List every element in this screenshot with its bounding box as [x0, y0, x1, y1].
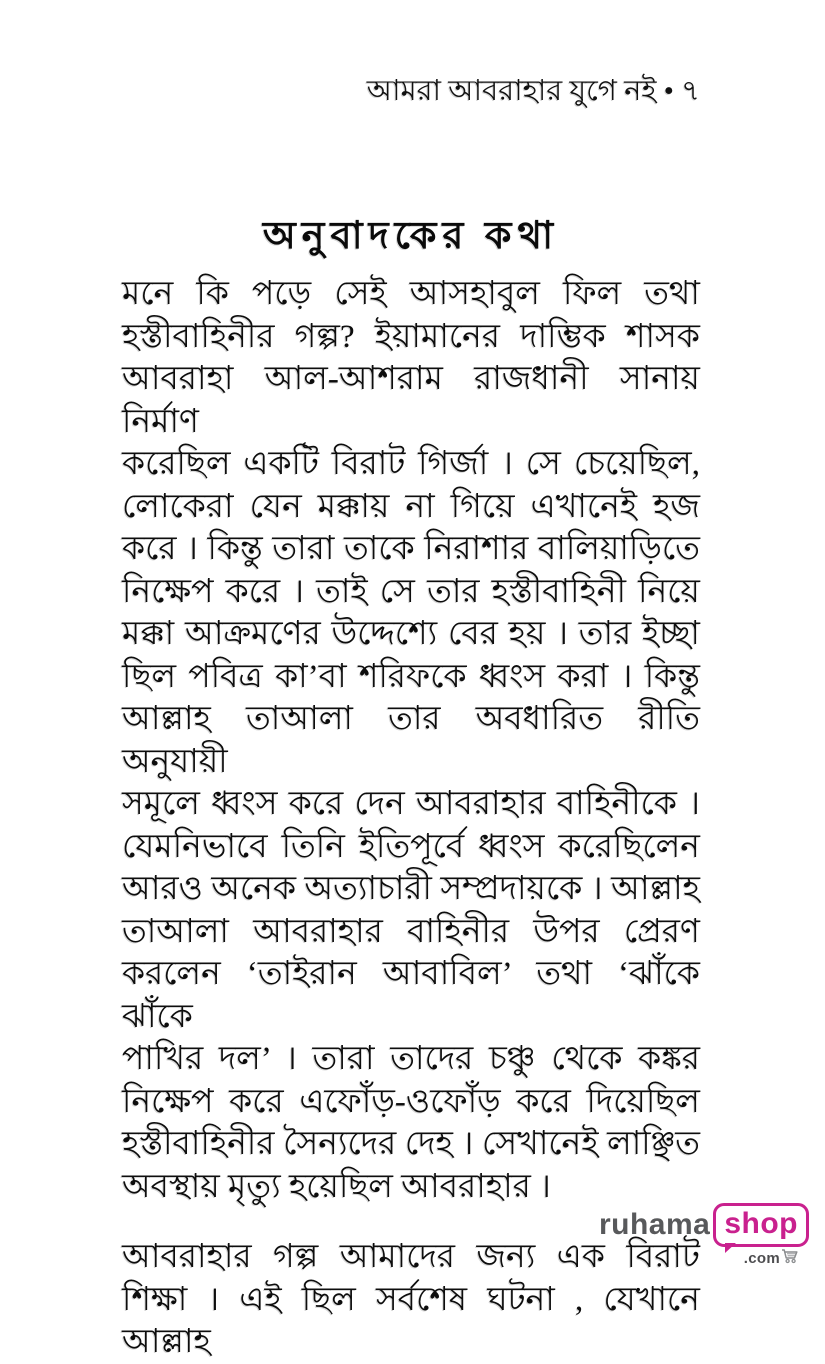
text-line: তাআলা আবরাহার বাহিনীর উপর প্রেরণ [122, 913, 700, 950]
text-line: হস্তীবাহিনীর গল্প? ইয়ামানের দাম্ভিক শাসক [122, 318, 700, 355]
text-line: আবরাহার গল্প আমাদের জন্য এক বিরাট [122, 1239, 700, 1275]
text-line: হস্তীবাহিনীর সৈন্যদের দেহ । সেখানেই লাঞ্ছিত [122, 1126, 700, 1162]
shopping-cart-icon [781, 1248, 799, 1269]
section-title: অনুবাদকের কথা [262, 215, 560, 257]
speech-bubble [713, 1203, 809, 1247]
text-line: আবরাহা আল-আশরাম রাজধানী সানায় নির্মাণ [122, 361, 700, 440]
text-line: করলেন ‘তাইরান আবাবিল’ তথা ‘ঝাঁকে ঝাঁকে [122, 956, 700, 1035]
domain-label: .com [743, 1250, 780, 1267]
text-line: করেছিল একটি বিরাট গির্জা । সে চেয়েছিল, [122, 446, 700, 482]
text-line: করে । কিন্তু তারা তাকে নিরাশার বালিয়াড়িতে [122, 531, 700, 567]
text-line: মক্কা আক্রমণের উদ্দেশ্যে বের হয় । তার ইচ্ছা [122, 616, 700, 652]
text-line: যেমনিভাবে তিনি ইতিপূর্বে ধ্বংস করেছিলেন [122, 828, 700, 865]
brand-name-shop: shop [724, 1207, 798, 1240]
text-line: লোকেরা যেন মক্কায় না গিয়ে এখানেই হজ [122, 488, 700, 525]
text-line: নিক্ষেপ করে এফোঁড়-ওফোঁড় করে দিয়েছিল [122, 1083, 700, 1120]
text-line: পাখির দল’ । তারা তাদের চঞ্চু থেকে কঙ্কর [122, 1041, 700, 1077]
text-line: ছিল পবিত্র কা’বা শরিফকে ধ্বংস করা । কিন্তু [122, 658, 700, 695]
text-line: আল্লাহ তাআলা তার অবধারিত রীতি অনুযায়ী [122, 701, 700, 780]
speech-bubble-tail [725, 1243, 736, 1253]
text-line: শিক্ষা । এই ছিল সর্বশেষ ঘটনা , যেখানে আল্লাহ [122, 1281, 700, 1360]
brand-name-ruhama: ruhama [598, 1208, 711, 1241]
text-line: নিক্ষেপ করে । তাই সে তার হস্তীবাহিনী নিয়ে [122, 573, 700, 610]
brand-row [599, 1203, 809, 1247]
running-header: আমরা আবরাহার যুগে নই • ৭ [366, 75, 700, 107]
text-line: অবস্থায় মৃত্যু হয়েছিল আবরাহার । [122, 1168, 551, 1205]
ruhamashop-watermark [599, 1203, 809, 1269]
text-line: মনে কি পড়ে সেই আসহাবুল ফিল তথা [122, 276, 700, 312]
domain-row [599, 1248, 809, 1269]
body-text [122, 273, 700, 1364]
text-line: আরও অনেক অত্যাচারী সম্প্রদায়কে । আল্লাহ [122, 871, 700, 907]
text-line: সমূলে ধ্বংস করে দেন আবরাহার বাহিনীকে । [122, 786, 700, 822]
paragraph-1 [122, 273, 700, 1208]
